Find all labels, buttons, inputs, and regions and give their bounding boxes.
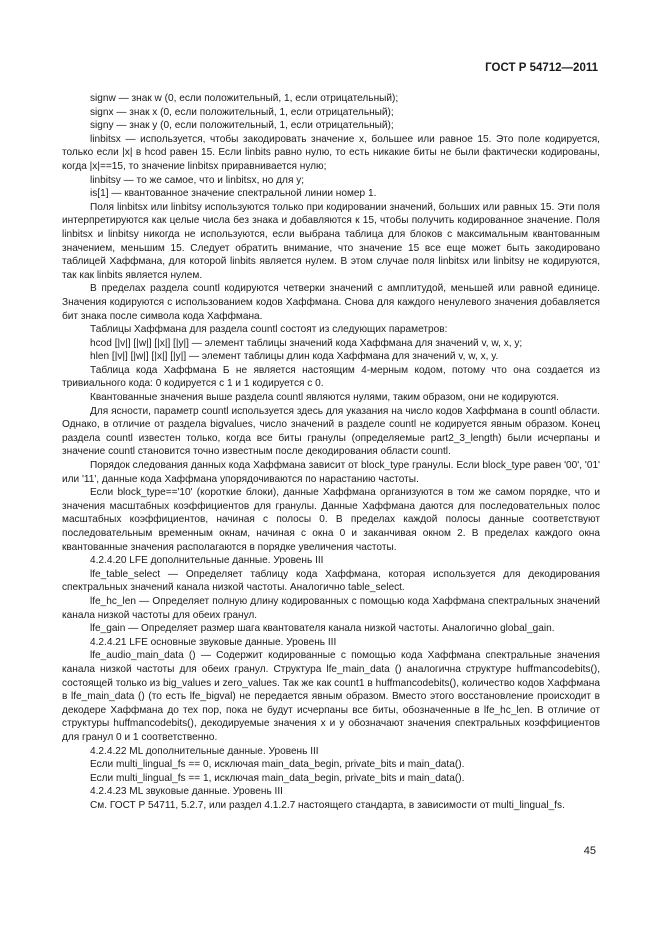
paragraph: hcod [|v|] [|w|] [|x|] [|y|] — элемент таблицы значений кода Хаффмана для значений v, w, x, y; — [90, 337, 523, 349]
paragraph: Таблица кода Хаффмана Б не является настоящим 4-мерным кодом, потому что она создается из тривиального кода: 0 кодируется с 1 и 1 кодируется с 0. — [62, 364, 600, 390]
document-body — [62, 92, 600, 812]
paragraph: lfe_hc_len — Определяет полную длину кодированных с помощью кода Хаффмана спектральных значений канала низкой частоты для обеих гранул. — [62, 595, 600, 621]
paragraph: signw — знак w (0, если положительный, 1, если отрицательный); — [90, 93, 399, 104]
section-heading: 4.2.4.23 ML звуковые данные. Уровень III — [90, 786, 283, 798]
paragraph: См. ГОСТ Р 54711, 5.2.7, или раздел 4.1.2.7 настоящего стандарта, в зависимости от multi_lingual_fs. — [90, 799, 565, 811]
page-number: 45 — [583, 845, 596, 857]
section-heading: 4.2.4.20 LFE дополнительные данные. Уровень III — [90, 555, 324, 567]
section-heading: 4.2.4.22 ML дополнительные данные. Уровень III — [90, 745, 319, 757]
paragraph: Для ясности, параметр countl используется здесь для указания на число кодов Хаффмана в countl области. Однако, в отличие от раздела bigvalues, число значений в разделе countl не кодируется явным образом. Конец раздела countl известен только, когда все биты гранулы (определяемые part2_3_length) были исчерпаны и значение countl становится точно известным после декодирования области countl. — [62, 405, 600, 458]
paragraph: Если block_type=='10' (короткие блоки), данные Хаффмана организуются в том же самом порядке, что и значения масштабных коэффициентов для гранулы. Данные Хаффмана даются для последовательных полос масштабных коэффициентов, начиная с полосы 0. В пределах каждой полосы данные соответствуют последовательным временным окнам, начиная с окна 0 и заканчивая окном 2. В пределах каждого окна квантованные значения располагаются в порядке увеличения частоты. — [62, 487, 600, 553]
paragraph: lfe_gain — Определяет размер шага квантователя канала низкой частоты. Аналогично global_gain. — [90, 623, 555, 635]
paragraph: Таблицы Хаффмана для раздела countl состоят из следующих параметров: — [90, 324, 448, 336]
paragraph: Если multi_lingual_fs == 0, исключая main_data_begin, private_bits и main_data(). — [90, 759, 465, 771]
paragraph: Порядок следования данных кода Хаффмана зависит от block_type гранулы. Если block_type равен '00', '01' или '11', данные кода Хаффмана упорядочиваются по нарастанию частоты. — [62, 460, 600, 485]
paragraph: hlen [|v|] [|w|] [|x|] [|y|] — элемент таблицы длин кода Хаффмана для значений v, w, x, y. — [90, 351, 499, 363]
document-code-header: ГОСТ Р 54712—2011 — [485, 62, 598, 74]
paragraph: Поля linbitsx или linbitsy используются только при кодировании значений, больших или равных 15. Эти поля интерпретируются как целые числа без знака и добавляются к 15, чтобы получить кодированное значение. Поля linbitsx и linbitsy никогда не используются, если выбрана таблица для блоков с максимальным квантованным значением, меньшим 15. Следует обратить внимание, что значение 15 все еще может быть закодировано таблицей Хаффмана, для которой linbits является нулем. В этом случае поля linbitsx или linbitsy не кодируются, так как linbits является нулем. — [62, 201, 600, 281]
paragraph: signx — знак x (0, если положительный, 1, если отрицательный); — [90, 106, 394, 118]
paragraph: В пределах раздела countl кодируются четверки значений с амплитудой, меньшей или равной единице. Значения кодируются с использованием кодов Хаффмана. Снова для каждого ненулевого значения добавляется бит знака после символа кода Хаффмана. — [62, 283, 600, 322]
paragraph: signy — знак y (0, если положительный, 1, если отрицательный); — [90, 120, 394, 132]
paragraph: linbitsx — используется, чтобы закодировать значение x, большее или равное 15. Это поле кодируется, только если |x| в hcod равен 15. Если linbits равно нулю, то есть никакие биты не были фактически кодированы, когда |x|==15, то значение linbitsx приравнивается нулю; — [62, 133, 600, 172]
paragraph: is[1] — квантованное значение спектральной линии номер 1. — [90, 188, 377, 200]
paragraph: Если multi_lingual_fs == 1, исключая main_data_begin, private_bits и main_data(). — [90, 772, 465, 784]
paragraph: linbitsy — то же самое, что и linbitsx, но для y; — [90, 174, 305, 186]
section-heading: 4.2.4.21 LFE основные звуковые данные. Уровень III — [90, 636, 337, 648]
paragraph: lfe_table_select — Определяет таблицу кода Хаффмана, которая используется для декодирования спектральных значений канала низкой частоты. Аналогично table_select. — [62, 568, 600, 594]
paragraph: lfe_audio_main_data () — Содержит кодированные с помощью кода Хаффмана спектральные значения канала низкой частоты для обеих гранул. Структура lfe_main_data () аналогична структуре huffmancodebits(), состоящей только из big_values и zero_values. Так же как count1 в huffmancodebits(), количество кодов Хаффмана в lfe_main_data () (то есть lfe_bigval) не передается явным образом. Вместо этого восстановление происходит в декодере Хаффмана до тех пор, пока не будут исчерпаны все биты, обозначенные в lfe_hc_len. В отличие от структуры huffmancodebits(), декодируемые значения x и y обозначают значения спектральных коэффициентов для гранул 0 и 1 соответственно. — [62, 650, 600, 743]
paragraph: Квантованные значения выше раздела countl являются нулями, таким образом, они не кодируются. — [90, 392, 559, 404]
